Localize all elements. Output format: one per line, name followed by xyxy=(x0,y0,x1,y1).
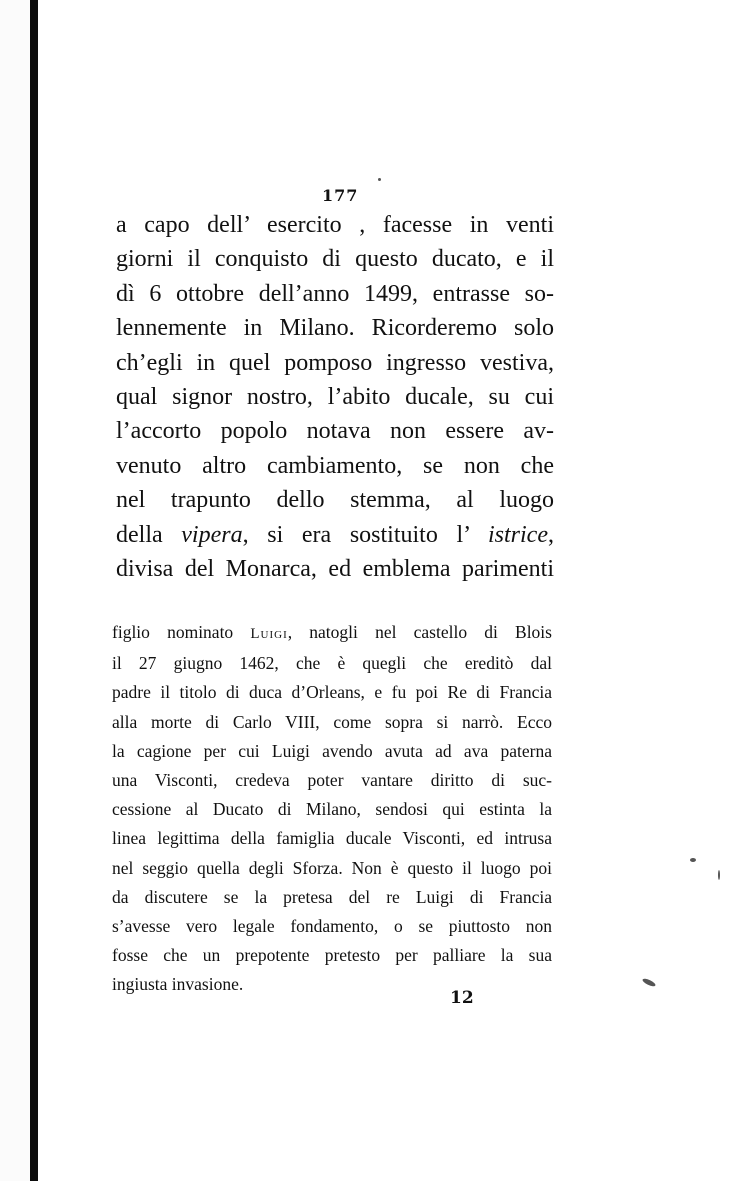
text-line: l’accorto popolo notava non essere av- xyxy=(116,418,554,445)
footnote-line: la cagione per cui Luigi avendo avuta ad ava paterna xyxy=(112,740,552,761)
text-line: nel trapunto dello stemma, al luogo xyxy=(116,487,554,514)
text-fragment: , natogli nel castello di Blois xyxy=(287,622,552,642)
text-line: venuto altro cambiamento, se non che xyxy=(116,452,554,479)
paper-speck xyxy=(690,858,696,862)
text-line: giorni il conquisto di questo ducato, e il xyxy=(116,246,554,273)
italic-word-vipera: vipera xyxy=(181,521,243,548)
text-fragment: , xyxy=(548,521,554,548)
page-margin-left xyxy=(0,0,30,1181)
footnote-line: fosse che un prepotente pretesto per palliare la sua xyxy=(112,945,552,966)
footnote-line: linea legittima della famiglia ducale Visconti, ed intrusa xyxy=(112,828,552,849)
footnote-line: il 27 giugno 1462, che è quegli che ereditò dal xyxy=(112,653,552,674)
footnote-line: nel seggio quella degli Sforza. Non è questo il luogo poi xyxy=(112,857,552,878)
text-line: divisa del Monarca, ed emblema parimenti xyxy=(116,556,554,583)
footnote-line: s’avesse vero legale fondamento, o se piuttosto non xyxy=(112,916,552,937)
text-line-with-italics xyxy=(116,518,554,552)
smallcaps-name-luigi: Luigi xyxy=(250,626,288,642)
text-line: qual signor nostro, l’abito ducale, su cui xyxy=(116,384,554,411)
text-fragment: , si era sostituito l’ xyxy=(242,521,488,548)
text-line: dì 6 ottobre dell’anno 1499, entrasse so- xyxy=(116,280,554,307)
footnote-text xyxy=(112,618,552,1000)
paper-speck xyxy=(718,870,720,880)
paper-speck xyxy=(642,977,657,987)
footnote-line-last: ingiusta invasione. xyxy=(112,974,244,995)
footnote-line: da discutere se la pretesa del re Luigi di Francia xyxy=(112,886,552,907)
main-body-text xyxy=(116,208,554,586)
footnote-line: alla morte di Carlo VIII, come sopra si narrò. Ecco xyxy=(112,711,552,732)
footnote-line: cessione al Ducato di Milano, sendosi qui estinta la xyxy=(112,799,552,820)
text-fragment: della xyxy=(116,521,182,548)
page-number: 177 xyxy=(322,186,359,205)
footnote-line: una Visconti, credeva poter vantare diritto di suc- xyxy=(112,770,552,791)
italic-word-istrice: istrice xyxy=(488,521,548,548)
paper-speck xyxy=(378,178,381,181)
footnote-line: padre il titolo di duca d’Orleans, e fu poi Re di Francia xyxy=(112,682,552,703)
printer-signature-mark: 12 xyxy=(450,988,474,1008)
text-line: ch’egli in quel pomposo ingresso vestiva, xyxy=(116,349,554,376)
footnote-line-first xyxy=(112,618,552,649)
book-spine-edge xyxy=(30,0,38,1181)
text-fragment: figlio nominato xyxy=(112,622,251,642)
text-line: a capo dell’ esercito , facesse in venti xyxy=(116,212,554,238)
text-line: lennemente in Milano. Ricorderemo solo xyxy=(116,315,554,342)
